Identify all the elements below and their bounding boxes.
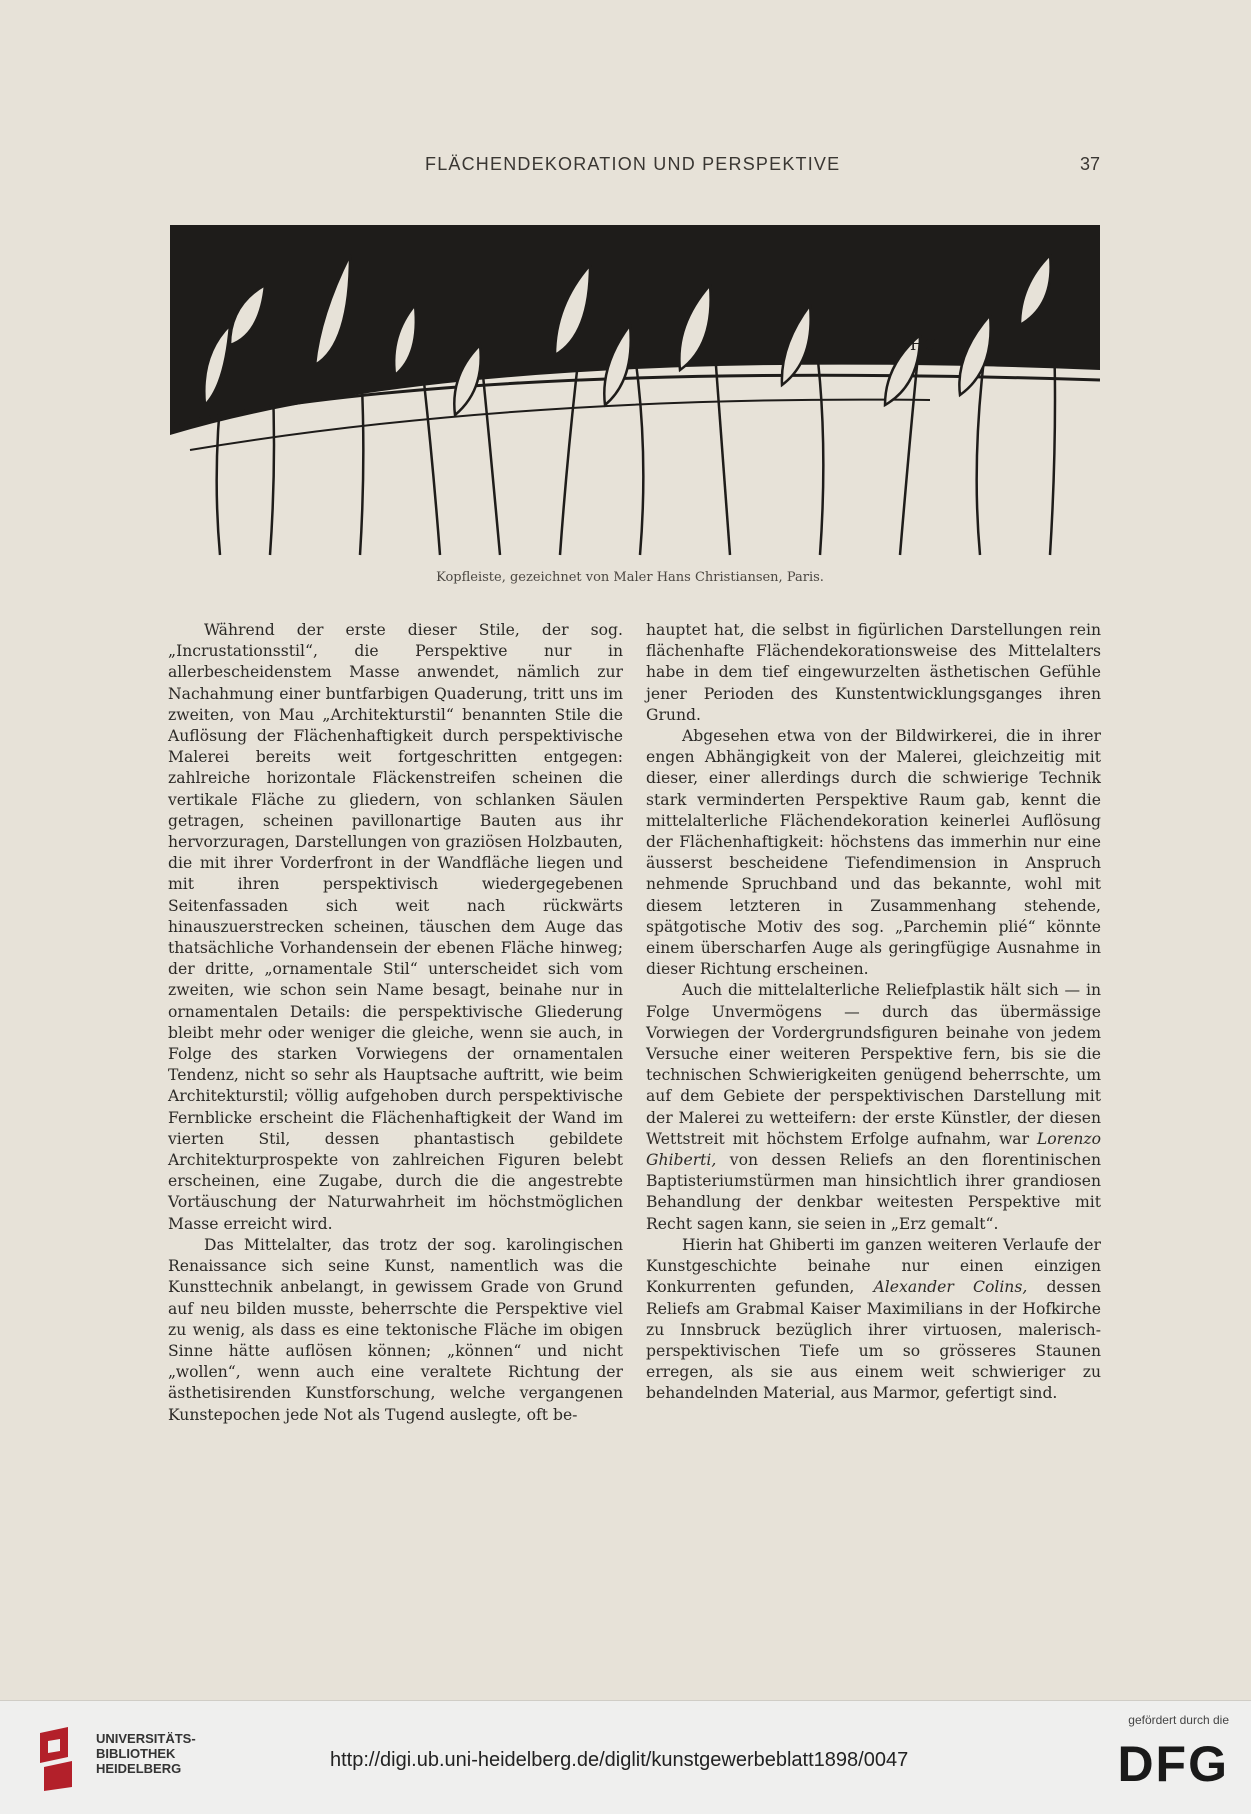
library-line: UNIVERSITÄTS-: [96, 1731, 196, 1746]
funding-note: gefördert durch die: [1128, 1713, 1229, 1727]
paragraph: Während der erste dieser Stile, der sog. „Incrustationsstil“, die Perspektive nur in allerbescheidenstem Masse anwendet, nämlich zur Nachahmung einer buntfarbigen Quaderung, tritt uns im zweiten, von Mau „Architekturstil“ benannten Stile die Auflösung der Flächenhaftigkeit durch perspektivische Malerei bereits weit fortgeschritten entgegen: zahlreiche horizontale Fläckenstreifen scheinen die vertikale Fläche zu gliedern, von schlanken Säulen getragen, scheinen pavillonartige Bauten aus ihr hervorzuragen, Darstellungen von graziösen Holzbauten, die mit ihrer Vorderfront in der Wandfläche liegen und mit ihren perspektivisch wiedergegebenen Seitenfassaden sich weit nach rückwärts hinauszuerstrecken scheinen, täuschen dem Auge das thatsächliche Vorhandensein der ebenen Fläche hinweg; der dritte, „ornamentale Stil“ unterscheidet sich vom zweiten, wie schon sein Name besagt, beinahe nur in ornamentalen Details: die perspektivische Gliederung bleibt mehr oder weniger die gleiche, wenn sie auch, in Folge des starken Vorwiegens der ornamentalen Tendenz, nicht so sehr als Hauptsache auftritt, wie beim Architekturstil; völlig aufgehoben durch perspektivische Fernblicke erscheint die Flächenhaftigkeit der Wand im vierten Stil, dessen phantastisch gebildete Architekturprospekte von zahlreichen Figuren belebt erscheinen, eine Zugabe, durch die die angestrebte Vortäuschung der Naturwahrheit im höchstmöglichen Masse erreicht wird.: [168, 621, 623, 1233]
paragraph: Das Mittelalter, das trotz der sog. karolingischen Renaissance sich seine Kunst, namentlich was die Kunsttechnik anbelangt, in gewissem Grade von Grund auf neu bilden musste, beherrschte die Perspektive viel zu wenig, als dass es eine tektonische Fläche im obigen Sinne hätte auflösen können; „können“ und nicht „wollen“, wenn auch eine veraltete Richtung der ästhetisirenden Kunstforschung, welche vergangenen Kunstepochen jede Not als Tugend auslegte, oft be-: [168, 1235, 623, 1424]
running-head: [160, 150, 1100, 186]
snowdrop-headpiece-illustration: [170, 195, 1100, 565]
monogram: HC: [910, 335, 937, 354]
permalink[interactable]: http://digi.ub.uni-heidelberg.de/diglit/kunstgewerbeblatt1898/0047: [330, 1749, 909, 1771]
library-name[interactable]: [96, 1731, 196, 1776]
paragraph-text: Auch die mittelalterliche Reliefplastik hält sich — in Folge Unvermögens — durch das übermässige Vorwiegen der Vordergrundsfiguren beinahe von jedem Versuche einer weiteren Perspektive fern, bis sie die technischen Schwierigkeiten genügend beherrschte, um auf dem Gebiete der perspektivischen Darstellung mit der Malerei zu wetteifern: der erste Künstler, der diesen Wettstreit mit höchstem Erfolge aufnahm, war: [646, 981, 1101, 1148]
footer-band: [0, 1700, 1251, 1814]
paragraph-text: dessen Reliefs am Grabmal Kaiser Maximilians in der Hofkirche zu Innsbruck bezüglich ihrer virtuosen, malerisch-perspektivischen Tiefe um so grösseres Staunen erregen, als sie aus einem weit schwieriger zu behandelnden Material, aus Marmor, gefertigt sind.: [646, 1278, 1101, 1403]
library-line: BIBLIOTHEK: [96, 1746, 176, 1761]
figure-caption: Kopfleiste, gezeichnet von Maler Hans Christiansen, Paris.: [436, 570, 824, 585]
page-title: FLÄCHENDEKORATION UND PERSPEKTIVE: [425, 154, 841, 174]
italic-name: Lorenzo Ghiberti,: [646, 1129, 1101, 1170]
paragraph: [646, 1235, 1101, 1405]
paragraph: hauptet hat, die selbst in figürlichen Darstellungen rein flächenhafte Flächendekorationsweise des Mittelalters habe in dem tief eingewurzelten ästhetischen Gefühle jener Perioden des Kunstentwicklungsganges ihren Grund.: [646, 621, 1101, 724]
right-column: [646, 620, 1101, 1405]
dfg-logo[interactable]: DFG: [1117, 1736, 1229, 1792]
paragraph-text: Hierin hat Ghiberti im ganzen weiteren Verlaufe der Kunstgeschichte beinahe nur einen einzigen Konkurrenten gefunden,: [646, 1235, 1101, 1297]
italic-name: Alexander Colins,: [873, 1278, 1028, 1297]
paragraph: Abgesehen etwa von der Bildwirkerei, die in ihrer engen Abhängigkeit von der Malerei, gleichzeitig mit dieser, einer allerdings durch die schwierige Technik stark verminderten Perspektive Raum gab, kennt die mittelalterliche Flächendekoration keinerlei Auflösung der Flächenhaftigkeit: höchstens das immerhin nur eine äusserst bescheidene Tiefendimension in Anspruch nehmende Spruchband und das bekannte, wohl mit diesem letzteren in Zusammenhang stehende, spätgotische Motiv des sog. „Parchemin plié“ könnte einem überscharfen Auge als geringfügige Ausnahme in dieser Richtung erscheinen.: [646, 727, 1101, 979]
university-library-logo-icon[interactable]: [30, 1723, 90, 1791]
library-line: HEIDELBERG: [96, 1761, 182, 1776]
left-column: [168, 620, 623, 1426]
paragraph: [646, 980, 1101, 1234]
page-number: 37: [1079, 154, 1100, 174]
paragraph-text: von dessen Reliefs an den florentinischen Baptisteriumstürmen man hinsichtlich ihrer grandiosen Behandlung der denkbar weitesten Perspektive mit Recht sagen kann, sie seien in „Erz gemalt“.: [646, 1151, 1101, 1233]
